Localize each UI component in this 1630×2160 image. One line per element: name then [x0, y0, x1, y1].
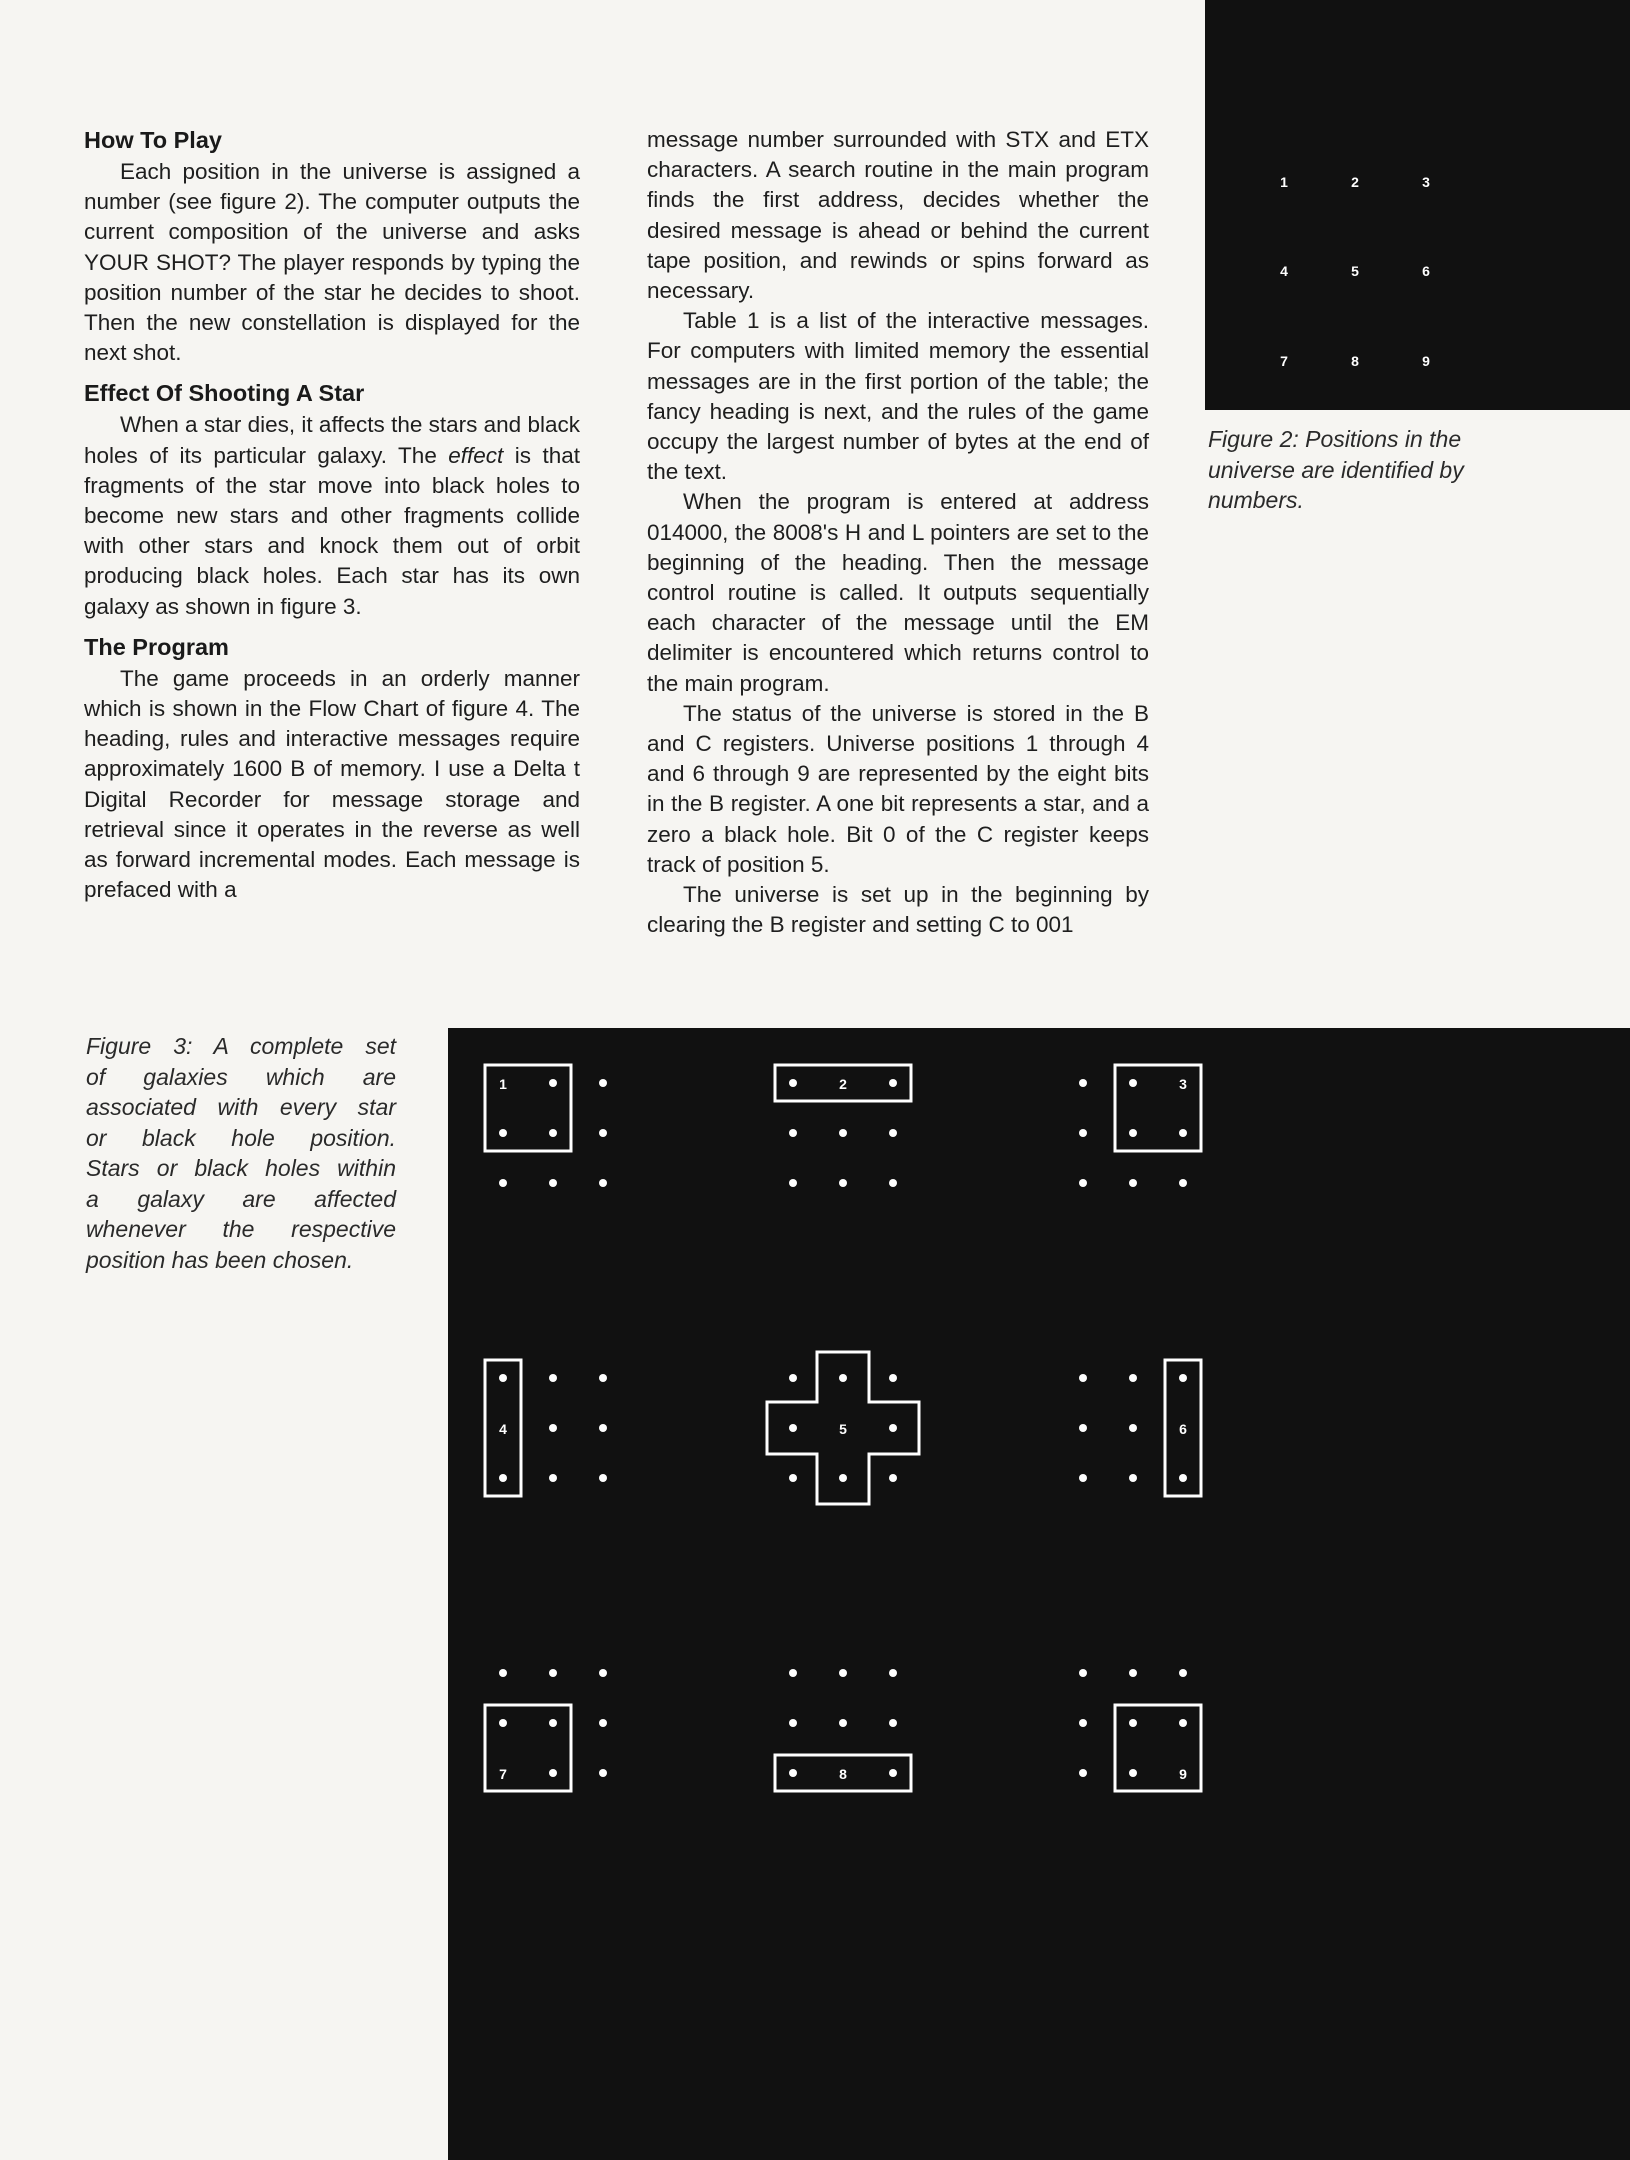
fig2-position-2: 2	[1351, 174, 1359, 190]
star-dot	[1129, 1129, 1137, 1137]
paragraph: message number surrounded with STX and ETX characters. A search routine in the main program finds the first address, decides whether the desired message is ahead or behind the current tape position, and rewinds or spins forward as necessary.	[647, 127, 1149, 304]
paragraph-text: When a star dies, it affects the stars and black holes of its particular galaxy. The	[84, 412, 580, 468]
star-dot	[499, 1474, 507, 1482]
star-dot	[789, 1129, 797, 1137]
figure-2-caption	[1208, 424, 1538, 516]
paragraph: The game proceeds in an orderly manner which is shown in the Flow Chart of figure 4. The heading, rules and interactive messages require approximately 1600 B of memory. I use a Delta t Digital Recorder for message storage and retrieval since it operates in the reverse as well as forward incremental modes. Each message is prefaced with a	[84, 665, 580, 903]
star-dot	[599, 1769, 607, 1777]
galaxy-9	[1079, 1669, 1201, 1791]
star-dot	[549, 1669, 557, 1677]
star-dot	[1079, 1769, 1087, 1777]
galaxy-outline	[1115, 1705, 1201, 1791]
star-dot	[1129, 1719, 1137, 1727]
star-dot	[1179, 1374, 1187, 1382]
star-dot	[889, 1374, 897, 1382]
fig2-position-1: 1	[1280, 174, 1288, 190]
figure-3-caption	[86, 1031, 396, 1275]
star-dot	[499, 1719, 507, 1727]
fig2-position-5: 5	[1351, 263, 1359, 279]
star-dot	[599, 1179, 607, 1187]
galaxy-label-7: 7	[499, 1766, 507, 1782]
galaxy-label-4: 4	[499, 1421, 507, 1437]
star-dot	[1129, 1179, 1137, 1187]
star-dot	[1079, 1079, 1087, 1087]
paragraph: Table 1 is a list of the interactive messages. For computers with limited memory the essential messages are in the first portion of the table; the fancy heading is next, and the rules of the game occupy the largest number of bytes at the end of the text.	[647, 308, 1149, 485]
caption-line: numbers.	[1208, 487, 1304, 513]
star-dot	[499, 1669, 507, 1677]
star-dot	[1079, 1474, 1087, 1482]
star-dot	[1129, 1374, 1137, 1382]
heading-effect-of-shooting: Effect Of Shooting A Star	[84, 380, 365, 407]
star-dot	[1129, 1669, 1137, 1677]
star-dot	[599, 1374, 607, 1382]
galaxy-label-1: 1	[499, 1076, 507, 1092]
paragraph: Each position in the universe is assigned a number (see figure 2). The computer outputs the current composition of the universe and asks YOUR SHOT? The player responds by typing the position number of the star he decides to shoot. Then the new constellation is displayed for the next shot.	[84, 159, 580, 366]
galaxy-outline	[1115, 1065, 1201, 1151]
star-dot	[599, 1719, 607, 1727]
text-column-middle	[647, 125, 1149, 940]
star-dot	[599, 1474, 607, 1482]
star-dot	[1079, 1129, 1087, 1137]
star-dot	[1179, 1719, 1187, 1727]
figure-3-galaxies	[448, 1028, 1630, 2160]
star-dot	[789, 1374, 797, 1382]
fig2-position-9: 9	[1422, 353, 1430, 369]
star-dot	[789, 1769, 797, 1777]
star-dot	[1129, 1474, 1137, 1482]
star-dot	[889, 1424, 897, 1432]
caption-line: Stars or black holes within	[86, 1155, 396, 1181]
fig2-position-4: 4	[1280, 263, 1288, 279]
star-dot	[1129, 1769, 1137, 1777]
caption-line: position has been chosen.	[86, 1246, 354, 1273]
star-dot	[1129, 1079, 1137, 1087]
star-dot	[549, 1719, 557, 1727]
star-dot	[839, 1474, 847, 1482]
galaxy-6	[1079, 1360, 1201, 1496]
star-dot	[789, 1669, 797, 1677]
galaxy-label-2: 2	[839, 1076, 847, 1092]
star-dot	[599, 1424, 607, 1432]
star-dot	[889, 1179, 897, 1187]
caption-line: or black hole position.	[86, 1124, 396, 1151]
paragraph-text: is that fragments of the star move into black holes to become new stars and other fragments collide with other stars and knock them out of orbit producing black holes. Each star has its own galaxy as shown in figure 3.	[84, 442, 580, 619]
galaxy-8	[775, 1669, 911, 1791]
paragraph	[84, 410, 580, 621]
galaxy-3	[1079, 1065, 1201, 1187]
star-dot	[789, 1179, 797, 1187]
star-dot	[789, 1079, 797, 1087]
star-dot	[1179, 1669, 1187, 1677]
star-dot	[889, 1769, 897, 1777]
caption-line: Figure 3: A complete set	[86, 1033, 396, 1059]
star-dot	[889, 1719, 897, 1727]
figure-3-panel	[448, 1028, 1630, 2160]
caption-line: Figure 2: Positions in the	[1208, 426, 1462, 452]
star-dot	[789, 1474, 797, 1482]
star-dot	[499, 1374, 507, 1382]
figure-2-panel	[1205, 0, 1630, 410]
star-dot	[889, 1669, 897, 1677]
star-dot	[499, 1179, 507, 1187]
figure-2-grid	[1205, 0, 1630, 410]
paragraph: The status of the universe is stored in the B and C registers. Universe positions 1 through 4 and 6 through 9 are represented by the eight bits in the B register. A one bit represents a star, and a zero a black hole. Bit 0 of the C register keeps track of position 5.	[647, 700, 1149, 877]
galaxy-label-3: 3	[1179, 1076, 1187, 1092]
galaxy-outline	[485, 1705, 571, 1791]
star-dot	[839, 1129, 847, 1137]
heading-the-program: The Program	[84, 633, 229, 660]
star-dot	[599, 1669, 607, 1677]
star-dot	[599, 1129, 607, 1137]
star-dot	[549, 1424, 557, 1432]
fig2-position-7: 7	[1280, 353, 1288, 369]
star-dot	[1079, 1424, 1087, 1432]
galaxy-2	[775, 1065, 911, 1187]
fig2-position-3: 3	[1422, 174, 1430, 190]
galaxy-7	[485, 1669, 607, 1791]
star-dot	[1079, 1719, 1087, 1727]
star-dot	[1179, 1179, 1187, 1187]
paragraph: When the program is entered at address 014000, the 8008's H and L pointers are set to the beginning of the heading. Then the message control routine is called. It outputs sequentially each character of the message until the EM delimiter is encountered which returns control to the main program.	[647, 489, 1149, 696]
star-dot	[549, 1769, 557, 1777]
star-dot	[839, 1374, 847, 1382]
fig2-position-8: 8	[1351, 353, 1359, 369]
star-dot	[1179, 1129, 1187, 1137]
galaxy-outline	[485, 1065, 571, 1151]
galaxy-1	[485, 1065, 607, 1187]
caption-line: whenever the respective	[86, 1216, 396, 1242]
caption-line: of galaxies which are	[86, 1063, 396, 1090]
galaxy-label-5: 5	[839, 1421, 847, 1437]
paragraph: The universe is set up in the beginning by clearing the B register and setting C to 001	[647, 882, 1149, 938]
star-dot	[1079, 1669, 1087, 1677]
star-dot	[1179, 1474, 1187, 1482]
star-dot	[789, 1424, 797, 1432]
star-dot	[1079, 1374, 1087, 1382]
star-dot	[889, 1079, 897, 1087]
galaxy-4	[485, 1360, 607, 1496]
text-column-left	[84, 125, 580, 905]
caption-line: a galaxy are affected	[86, 1185, 396, 1212]
star-dot	[549, 1179, 557, 1187]
caption-line: universe are identified by	[1208, 456, 1464, 483]
star-dot	[839, 1179, 847, 1187]
star-dot	[549, 1079, 557, 1087]
star-dot	[549, 1129, 557, 1137]
star-dot	[499, 1129, 507, 1137]
star-dot	[839, 1719, 847, 1727]
star-dot	[549, 1474, 557, 1482]
galaxy-5	[767, 1352, 919, 1504]
caption-line: associated with every star	[86, 1094, 396, 1120]
star-dot	[889, 1474, 897, 1482]
star-dot	[889, 1129, 897, 1137]
galaxy-label-9: 9	[1179, 1766, 1187, 1782]
fig2-position-6: 6	[1422, 263, 1430, 279]
heading-how-to-play: How To Play	[84, 127, 222, 153]
emphasis-text: effect	[448, 442, 504, 468]
galaxy-label-6: 6	[1179, 1421, 1187, 1437]
star-dot	[789, 1719, 797, 1727]
star-dot	[839, 1669, 847, 1677]
star-dot	[599, 1079, 607, 1087]
star-dot	[1079, 1179, 1087, 1187]
galaxy-label-8: 8	[839, 1766, 847, 1782]
star-dot	[549, 1374, 557, 1382]
star-dot	[1129, 1424, 1137, 1432]
